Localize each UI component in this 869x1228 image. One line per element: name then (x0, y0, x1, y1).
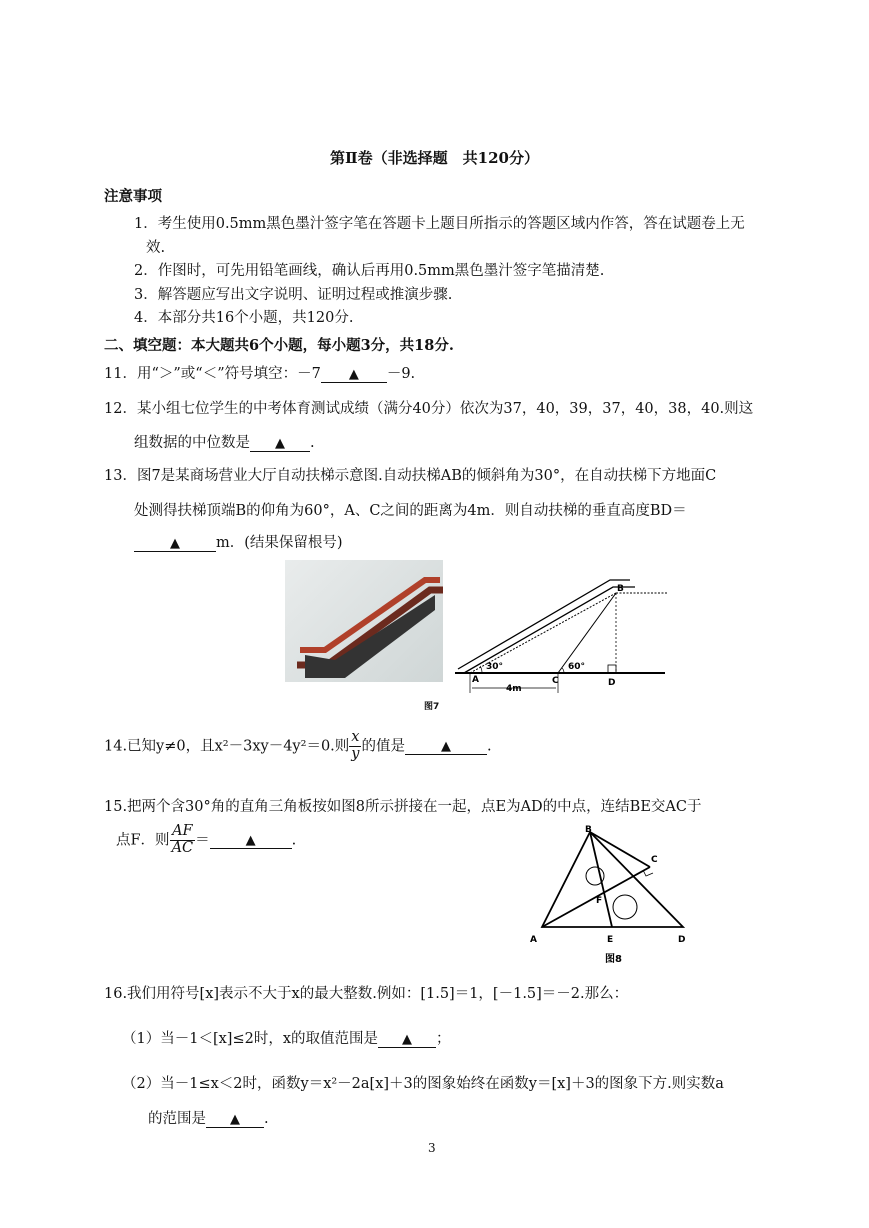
blank-triangle: ▲ (170, 536, 180, 551)
question-16-sub-2-line-2 (148, 1107, 269, 1128)
blank-triangle: ▲ (440, 739, 451, 755)
fig7-angle-60: 60° (568, 662, 586, 672)
fig7-caption: 图7 (424, 702, 440, 712)
q15-end: . (291, 832, 297, 849)
question-13-line-2: 处测得扶梯顶端B的仰角为60°，A、C之间的距离为4m．则自动扶梯的垂直高度BD＝ (134, 503, 687, 519)
q16-sub1-pre: （1）当－1＜[x]≤2时，x的取值范围是 (122, 1031, 378, 1047)
question-15-line-2 (116, 824, 296, 857)
blank-triangle: ▲ (245, 833, 256, 849)
q15-fraction (170, 824, 196, 857)
question-13-line-1: 13．图7是某商场营业大厅自动扶梯示意图.自动扶梯AB的倾斜角为30°，在自动扶梯下方地面C (104, 468, 717, 484)
question-14 (104, 730, 492, 763)
fig7-label-c: C (552, 676, 559, 686)
q15-numerator: AF (170, 824, 196, 841)
fig8-label-f: F (596, 896, 603, 906)
q14-end: . (486, 738, 492, 755)
q16-sub1-answer-blank[interactable] (378, 1031, 436, 1048)
q13-post: m．(结果保留根号) (216, 535, 343, 551)
q14-post: 的值是 (361, 738, 405, 755)
figure-8-diagram (525, 822, 700, 972)
escalator-photo (285, 560, 443, 682)
note-3: 3．解答题应写出文字说明、证明过程或推演步骤. (134, 287, 453, 303)
question-15-line-1: 15.把两个含30°角的直角三角板按如图8所示拼接在一起，点E为AD的中点，连结BE交AC于 (104, 799, 702, 815)
blank-triangle: ▲ (275, 436, 285, 451)
q15-equals: ＝ (195, 832, 210, 849)
fig8-label-d: D (678, 935, 686, 945)
q14-denominator: y (351, 745, 360, 762)
q14-fraction (349, 730, 361, 763)
notes-heading: 注意事项 (104, 188, 162, 205)
q16-sub2-end: . (264, 1111, 269, 1127)
note-1-cont: 效. (146, 240, 166, 256)
question-16-sub-1 (122, 1027, 451, 1048)
page-number: 3 (428, 1141, 436, 1155)
q11-answer-blank[interactable] (321, 366, 387, 383)
note-1: 1．考生使用0.5mm黑色墨汁签字笔在答题卡上题目所指示的答题区域内作答，答在试题卷上无 (134, 216, 745, 232)
fig8-label-e: E (607, 935, 614, 945)
q12-pre: 组数据的中位数是 (134, 435, 250, 451)
fig7-distance: 4m (506, 684, 522, 694)
q13-answer-blank[interactable] (134, 535, 216, 552)
q15-answer-blank[interactable] (210, 832, 292, 849)
fig8-label-a: A (530, 935, 537, 945)
question-16-line-1: 16.我们用符号[x]表示不大于x的最大整数.例如：[1.5]＝1，[－1.5]＝－2.那么： (104, 986, 629, 1002)
blank-triangle: ▲ (402, 1032, 412, 1047)
fig8-label-c: C (651, 855, 658, 865)
note-2: 2．作图时，可先用铅笔画线，确认后再用0.5mm黑色墨汁签字笔描清楚. (134, 263, 605, 279)
blank-triangle: ▲ (348, 367, 359, 382)
q14-pre: 14.已知y≠0，且x²－3xy－4y²＝0.则 (104, 738, 350, 755)
question-12-line-1: 12．某小组七位学生的中考体育测试成绩（满分40分）依次为37，40，39，37，40，38，40.则这 (104, 401, 754, 417)
q12-answer-blank[interactable] (250, 435, 310, 452)
figure-7-diagram (450, 565, 670, 715)
q11-post: －9. (386, 366, 416, 382)
escalator-photo-drawing (285, 560, 443, 682)
question-13-line-3 (134, 531, 343, 552)
q12-post: . (310, 435, 315, 451)
q16-sub2-pre: 的范围是 (148, 1111, 206, 1127)
note-4: 4．本部分共16个小题，共120分. (134, 310, 354, 326)
blank-triangle: ▲ (230, 1112, 240, 1127)
fig7-label-d: D (608, 678, 616, 688)
fig7-label-a: A (472, 675, 479, 685)
q14-numerator: x (349, 730, 361, 747)
q16-sub1-end: ； (436, 1031, 451, 1047)
q15-denominator: AC (171, 839, 194, 856)
q11-pre: 11．用“＞”或“＜”符号填空：－7 (104, 366, 321, 382)
fig8-label-b: B (585, 825, 592, 835)
q16-sub2-answer-blank[interactable] (206, 1111, 264, 1128)
q15-pre: 点F．则 (116, 832, 170, 849)
fig7-angle-30: 30° (486, 662, 504, 672)
question-16-sub-2: （2）当－1≤x＜2时，函数y＝x²－2a[x]＋3的图象始终在函数y＝[x]＋3的图象下方.则实数a (122, 1076, 724, 1092)
question-11 (104, 362, 415, 383)
fig7-label-b: B (617, 584, 624, 594)
section-title: 第Ⅱ卷（非选择题 共120分） (330, 149, 539, 167)
fig8-caption: 图8 (605, 954, 622, 965)
q14-answer-blank[interactable] (405, 738, 487, 755)
section-heading: 二、填空题：本大题共6个小题，每小题3分，共18分. (104, 337, 454, 354)
question-12-line-2 (134, 431, 315, 452)
